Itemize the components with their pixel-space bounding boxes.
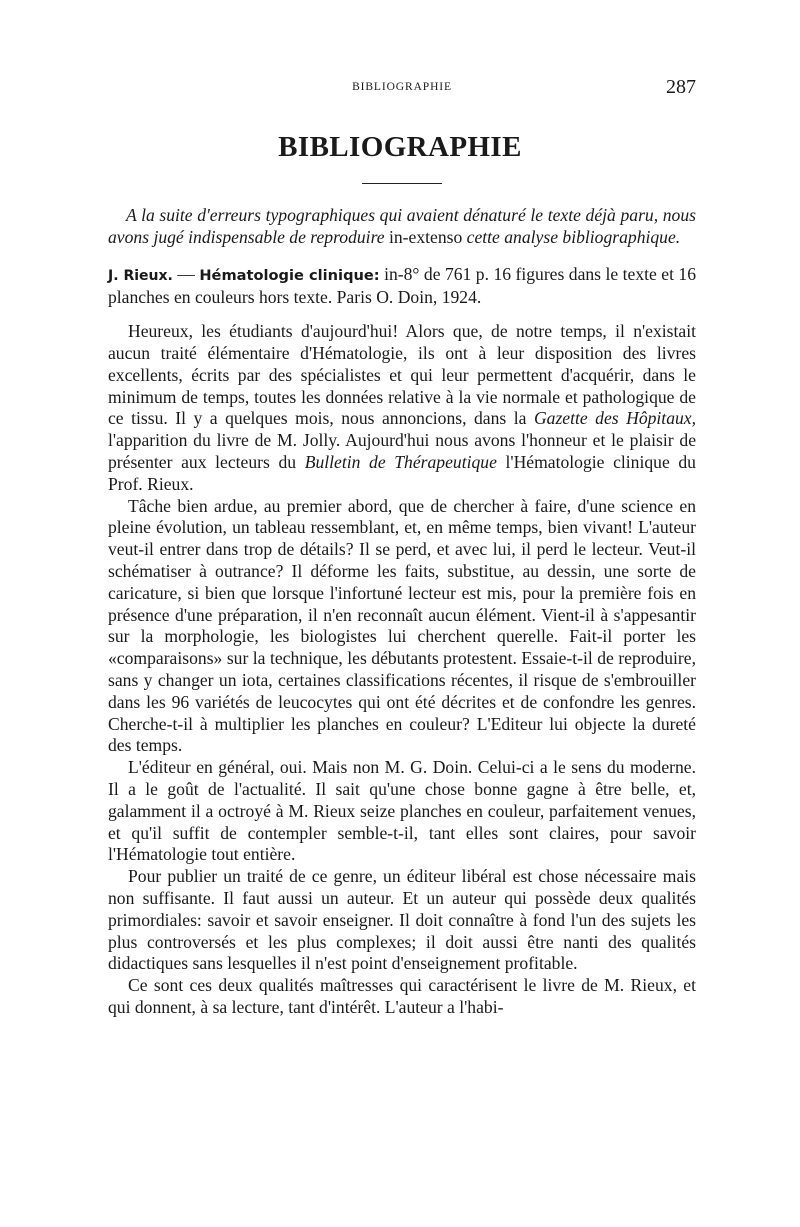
running-head — [108, 76, 696, 100]
journal-title: Bulletin de Thérapeutique — [304, 451, 497, 472]
reference-author: J. Rieux. — [108, 267, 173, 284]
review-paragraph — [108, 321, 696, 495]
book-reference — [108, 264, 696, 310]
intro-roman: in-extenso — [388, 226, 463, 247]
intro-italic-1: A la suite d'erreurs typographiques qui avaient dénaturé le texte déjà paru, nous avons jugé indispensable de reproduire — [108, 205, 696, 247]
intro-italic-2: cette analyse bibliographique. — [462, 226, 681, 247]
title-divider — [362, 183, 442, 184]
page-number: 287 — [666, 76, 696, 98]
body-text — [108, 205, 696, 1019]
section-title: BIBLIOGRAPHIE — [278, 131, 522, 163]
paragraph-text: l'apparition du livre de M. Jolly. Aujourd'hui nous avons l'honneur et le plaisir de présenter aux lecteurs du — [108, 430, 696, 472]
running-title: BIBLIOGRAPHIE — [352, 81, 452, 93]
review-paragraph: L'éditeur en général, oui. Mais non M. G. Doin. Celui-ci a le sens du moderne. Il a le goût de l'actualité. Il sait qu'une chose bonne gagne à être belle, et, galamment il a octroyé à M. Rieux seize planches en couleur, parfaitement venues, et qu'il suffit de contempler semble-t-il, tant elles sont claires, pour savoir l'Hématologie tout entière. — [108, 757, 696, 865]
reference-book-title: Hématologie clinique: — [199, 266, 380, 284]
journal-title: Gazette des Hôpitaux, — [533, 408, 696, 429]
review-paragraph: Ce sont ces deux qualités maîtresses qui caractérisent le livre de M. Rieux, et qui donnent, à sa lecture, tant d'intérêt. L'auteur a l'habi- — [108, 975, 696, 1017]
reference-details: in-8° de 761 p. 16 figures dans le texte et 16 planches en couleurs hors texte. Paris O. Doin, 1924. — [108, 263, 696, 308]
paragraph-text: l'Hématologie clinique du Prof. Rieux. — [108, 451, 696, 494]
paragraph-text: Heureux, les étudiants d'aujourd'hui! Alors que, de notre temps, il n'existait aucun traité élémentaire d'Hématologie, ils ont à leur disposition des livres excellents, écrits par des spécialistes et qui leur permettent d'acquérir, dans le minimum de temps, toutes les données relative à la vie normale et pathologique de ce tissu. Il y a quelques mois, nous annoncions, dans la — [108, 321, 696, 429]
review-paragraph: Pour publier un traité de ce genre, un éditeur libéral est chose nécessaire mais non suffisante. Il faut aussi un auteur. Et un auteur qui possède deux qualités primordiales: savoir et savoir enseigner. Il doit connaître à fond l'un des sujets les plus controversés et les plus complexes; il doit aussi être nanti des qualités didactiques sans lesquelles il n'est point d'enseignement profitable. — [108, 866, 696, 974]
intro-note — [108, 205, 696, 249]
review-paragraph: Tâche bien ardue, au premier abord, que de chercher à faire, d'une science en pleine évolution, un tableau ressemblant, et, en même temps, bien vivant! L'auteur veut-il entrer dans trop de détails? Il se perd, et avec lui, il perd le lecteur. Veut-il schématiser à outrance? Il déforme les faits, substitue, au dessin, une sorte de caricature, si bien que lorsque l'infortuné lecteur est mis, pour la première fois en présence d'une préparation, il n'en reconnaît aucun élément. Vient-il à s'appesantir sur la morphologie, les biologistes lui cherchent querelle. Fait-il porter les «comparaisons» sur la technique, les débutants protestent. Essaie-t-il de reproduire, sans y changer un iota, certaines classifications récentes, il risque de s'embrouiller dans les 96 variétés de leucocytes qui ont été décrites et de confondre les genres. Cherche-t-il à multiplier les planches en couleur? L'Editeur lui objecte la dureté des temps. — [108, 495, 696, 756]
reference-dash: — — [172, 263, 200, 284]
